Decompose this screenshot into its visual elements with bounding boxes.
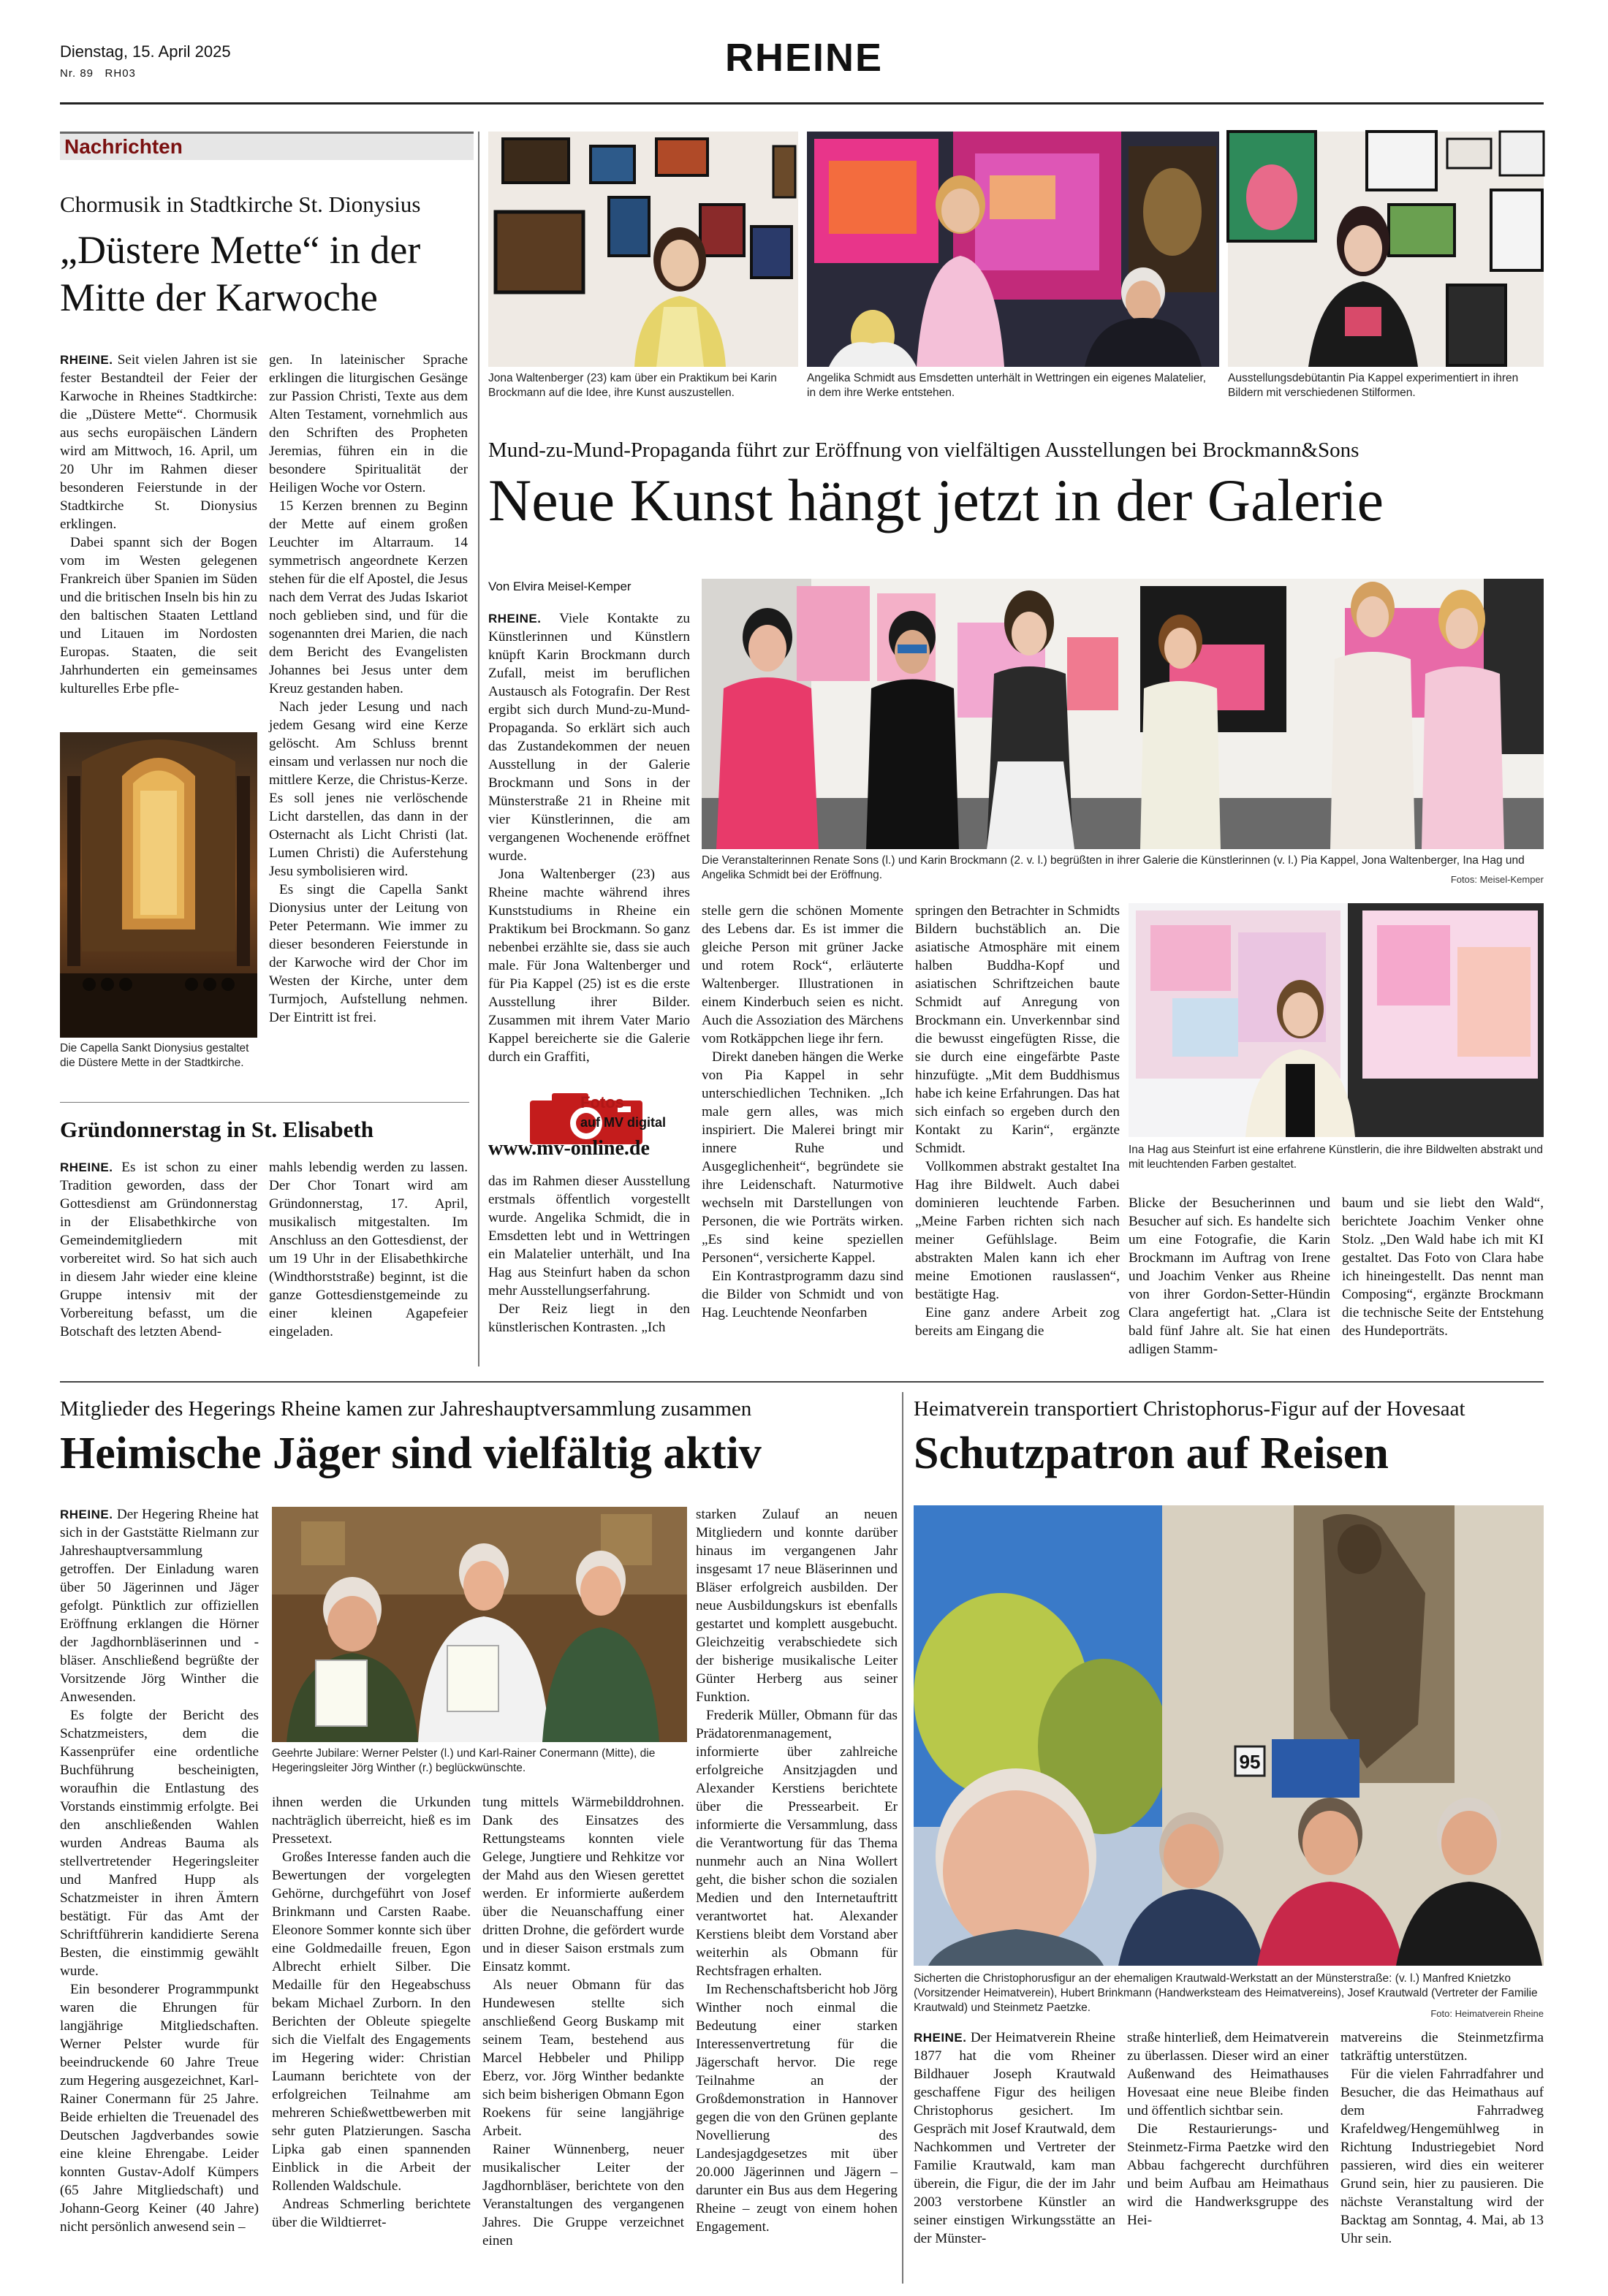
- gallery-para: [488, 609, 690, 865]
- church-choir-photo: [60, 732, 257, 1038]
- jaeger-column-3: [482, 1793, 684, 2280]
- article2-para: [60, 1158, 257, 1341]
- dateline: RHEINE.: [488, 612, 542, 626]
- column-divider: [478, 132, 479, 1366]
- house-number-sign: 95: [1239, 1751, 1261, 1773]
- gallery-para: Eine ganz andere Arbeit zog bereits am Eingang die: [915, 1305, 1120, 1339]
- gallery-column-d: [1129, 1194, 1330, 1364]
- article1-para: Nach jeder Lesung und nach jedem Gesang wird eine Kerze gelöscht. Am Schluss brennt einsam und verlassen nur noch die mittlere Kerze, die Christus-Kerze. Es soll jenes nie verlöschende Licht darstellen, das dann in der Osternacht als Licht Christi (lat. Lumen Christi) die Auferstehung Jesu symbolisieren wird.: [269, 699, 468, 879]
- article1-para: gen. In lateinischer Sprache erklingen die liturgischen Gesänge zur Passion Christi, Texte aus dem Alten Testament, vornehmlich aus den Schriften des Propheten Jeremias, führen ein in die besondere Spiritualität der Heiligen Woche vor Ostern.: [269, 352, 468, 495]
- jaeger-column-4: [696, 1505, 898, 2280]
- edition-code: RH03: [105, 67, 136, 80]
- section-label-text: Nachrichten: [64, 135, 183, 158]
- gallery-text: Viele Kontakte zu Künstlerinnen und Künstlern knüpft Karin Brockmann durch Zufall, meist im beruflichen Austausch als Fotografin. Der Rest ergibt sich durch Mund-zu-Mund-Propaganda. So erklärt sich auch das Zustandekommen der neuen Ausstellung in der Galerie Brockmann und Sons in der Münsterstraße 21 in Rheine mit vier Künstlerinnen, die am vergangenen Wochenende eröffnet wurde.: [488, 611, 691, 864]
- jaeger-headline: Heimische Jäger sind vielfältig aktiv: [60, 1429, 762, 1478]
- article2-headline: Gründonnerstag in St. Elisabeth: [60, 1117, 373, 1142]
- article1-para: Dabei spannt sich der Bogen vom im Westen gelegenen Frankreich über Spanien im Süden und die britischen Inseln bis hin zu den baltischen Staaten Lettland und Litauen im Nordosten Europas. Staaten, die seit Jahrhunderten ein gemeinsames kulturelles Erbe pfle-: [60, 535, 257, 696]
- dateline: RHEINE.: [914, 2031, 967, 2045]
- schutz-photo: [914, 1505, 1544, 1966]
- masthead-date: Dienstag, 15. April 2025: [60, 42, 231, 61]
- gallery-column-e: [1342, 1194, 1544, 1364]
- schutz-column-3: [1340, 2029, 1544, 2280]
- gallery-main-caption: Die Veranstalterinnen Renate Sons (l.) und Karin Brockmann (2. v. l.) begrüßten in ihrer Galerie die Künstlerinnen (v. l.) Pia Kappel, Jona Waltenberger, Ina Hag und Angelika Schmidt bei der Eröffnung.: [702, 854, 1525, 881]
- schutz-photo-credit: Foto: Heimatverein Rheine: [1430, 2008, 1544, 2019]
- gallery-headline: Neue Kunst hängt jetzt in der Galerie: [488, 467, 1384, 533]
- dateline: RHEINE.: [60, 1508, 113, 1521]
- jaeger-para: starken Zulauf an neuen Mitgliedern und konnte darüber hinaus im vergangenen Jahr insgesamt 17 neue Bläserinnen und Bläser erfolgreich ausbilden. Der neue Ausbildungskurs ist ebenfalls gestartet und komplett ausgebucht. Gleichzeitig verabschiedete sich der bisherige musikalische Leiter Günter Herberg aus seiner Funktion.: [696, 1507, 898, 1705]
- promo-url-link[interactable]: www.mv-online.de: [488, 1137, 650, 1160]
- schutz-headline: Schutzpatron auf Reisen: [914, 1429, 1389, 1478]
- gallery-para: Vollkommen abstrakt gestaltet Ina Hag ihre Bildwelt. Auch dabei dominieren leuchtende Farben. „Meine Farben richten sich nach meiner Gefühlslage. Beim abstrakten Malen kann ich eher meine Emotionen rauslassen“, bestätigte Hag.: [915, 1159, 1120, 1302]
- gallery-caption-3: Ausstellungsdebütantin Pia Kappel experimentiert in ihren Bildern mit verschiedenen Stilformen.: [1228, 372, 1519, 399]
- masthead-title: RHEINE: [724, 36, 884, 80]
- article1-kicker: Chormusik in Stadtkirche St. Dionysius: [60, 191, 421, 217]
- promo-subtitle: auf MV digital: [580, 1115, 666, 1130]
- gallery-photo-credit: Fotos: Meisel-Kemper: [1450, 874, 1544, 885]
- gallery-hag-caption: Ina Hag aus Steinfurt ist eine erfahrene Künstlerin, die ihre Bildwelten abstrakt und mit leuchtenden Farben gestaltet.: [1129, 1144, 1543, 1171]
- gallery-caption-2: Angelika Schmidt aus Emsdetten unterhält in Wettringen ein eigenes Malatelier, in dem ihre Werke entstehen.: [807, 372, 1206, 399]
- gallery-para: Jona Waltenberger (23) aus Rheine machte während ihres Kunststudiums in Rheine ein Praktikum bei Brockmann. So ganz nebenbei erzählte sie, dass sie auch male. Für Jona Waltenberger und für Pia Kappel (25) ist es die erste Ausstellung ihrer Bilder. Zusammen mit ihrem Vater Mario Kappel bereicherte sie die Galerie durch ein Graffiti,: [488, 867, 690, 1065]
- gallery-para: Ein Kontrastprogramm dazu sind die Bilder von Schmidt und von Hag. Leuchtende Neonfarben: [702, 1269, 903, 1320]
- jaeger-para: Rainer Wünnenberg, neuer musikalischer Leiter der Jagdhornbläser, berichtete von den Veranstaltungen des vergangenen Jahres. Die Gruppe verzeichnet einen: [482, 2142, 684, 2249]
- masthead-rule: [60, 102, 1544, 104]
- jaeger-para: Ein besonderer Programmpunkt waren die Ehrungen für langjährige Mitgliedschaften. Werner Pelster wurde für beeindruckende 60 Jahre Treue zum Hegering ausgezeichnet, Karl-Rainer Conermann für 25 Jahre. Beide erhielten die Treuenadel des Deutschen Jagdverbandes sowie eine kleine Ehrengabe. Leider konnten Gustav-Adolf Kümpers (65 Jahre Mitgliedschaft) und Johann-Georg Keiner (40 Jahre) nicht persönlich anwesend sein –: [60, 1982, 259, 2235]
- gallery-column-b: [702, 902, 903, 1362]
- gallery-para: Blicke der Besucherinnen und Besucher auf sich. Es handelte sich um eine Fotografie, die Karin Brockmann im Auftrag von Irene und Joachim Venker aus Rheine von ihrer Gordon-Setter-Hündin Clara angefertigt hat. „Clara ist bald fünf Jahre alt. Sie hat einen adligen Stamm-: [1129, 1195, 1330, 1357]
- jaeger-para: [60, 1505, 259, 1706]
- jaeger-kicker: Mitglieder des Hegerings Rheine kamen zur Jahreshauptversammlung zusammen: [60, 1397, 752, 1421]
- article1-column-2: [269, 351, 468, 1092]
- schutz-para: Die Restaurierungs- und Steinmetz-Firma Paetzke wird den Abbau fachgerecht durchführen und beim Aufbau am Heimathaus wird die Handwerksgruppe des Hei-: [1127, 2121, 1329, 2228]
- article2-para: mahls lebendig werden zu lassen. Der Chor Tonart wird am Gründonnerstag, 17. April, musikalisch mitgestalten. Im Anschluss an den Gottesdienst, der um 19 Uhr in der Elisabethkirche (Windthorststraße) beginnt, ist die ganze Gottesdienstgemeinde zu einer kleinen Agapefeier eingeladen.: [269, 1160, 468, 1339]
- gallery-para: Der Reiz liegt in den künstlerischen Kontrasten. „Ich: [488, 1301, 690, 1335]
- jaeger-para: Als neuer Obmann für das Hundewesen stellte sich anschließend Georg Buskamp mit seinem Team, bestehend aus Marcel Hebbeler und Philipp Eberz, vor. Jörg Winther bedankte sich beim bisherigen Obmann Egon Roekens für seine langjährige Arbeit.: [482, 1977, 684, 2139]
- gallery-kicker: Mund-zu-Mund-Propaganda führt zur Eröffnung von vielfältigen Ausstellungen bei Brockmann&Sons: [488, 438, 1359, 462]
- christophorus-group-image: [914, 1505, 1544, 1966]
- neon-artwork-image: [807, 132, 1219, 367]
- church-photo-caption: Die Capella Sankt Dionysius gestaltet die Düstere Mette in der Stadtkirche.: [60, 1042, 249, 1069]
- jubilare-group-image: [272, 1507, 687, 1742]
- portrait-artwork-image: [1228, 132, 1544, 367]
- gallery-byline: Von Elvira Meisel-Kemper: [488, 579, 632, 593]
- schutz-para: Für die vielen Fahrradfahrer und Besucher, die das Heimathaus auf dem Fahrradweg Krafeldweg/Hengemühlweg in Richtung Industriegebiet Nord passieren, wird dies ein weiterer Grund sein, hier zu pausieren. Die nächste Veranstaltung wird der Backtag am Sonntag, 4. Mai, ab 13 Uhr sein.: [1340, 2067, 1544, 2246]
- gallery-photo-hag: [1129, 903, 1544, 1137]
- article2-column-1: [60, 1158, 257, 1356]
- gallery-column-c: [915, 902, 1120, 1362]
- article2-column-2: [269, 1158, 468, 1356]
- gallery-para: Direkt daneben hängen die Werke von Pia Kappel in sehr unterschiedlichen Techniken. „Ich male gern alles, was mich inspiriert. Die Malerei bringt mir innere Ruhe und Ausgeglichenheit“, begründete sie ihre Leidenschaft. Naturmotive wechseln mit Darstellungen von Personen, die wie Porträts wirken. „Es sind keine speziellen Personen“, versicherte Kappel.: [702, 1049, 903, 1266]
- jaeger-para: Großes Interesse fanden auch die Bewertungen der vorgelegten Gehörne, durchgeführt von Josef Brinkmann und Carsten Raabe. Eleonore Sommer konnte sich über eine Goldmedaille freuen, Egon Albrecht erhielt Silber. Die Medaille für den Hegeabschuss bekam Michael Zurborn. In den Berichten der Obleute spiegelte sich die Vielfalt des Engagements im Hegering wider: Christian Laumann berichtete von der erfolgreichen Teilnahme am mehreren Schießwettbewerben mit sehr guten Platzierungen. Sascha Lipka gab einen spannenden Einblick in die Arbeit der Rollenden Waldschule.: [272, 1850, 471, 2194]
- gallery-caption-1: Jona Waltenberger (23) kam über ein Praktikum bei Karin Brockmann auf die Idee, ihre Kunst auszustellen.: [488, 372, 777, 399]
- article1-para: [60, 351, 257, 533]
- schutz-text: Der Heimatverein Rheine 1877 hat die vom Rheiner Bildhauer Joseph Krautwald geschaffene Figur des heiligen Christophorus gesichert. Im Gespräch mit Josef Krautwald, dem Nachkommen und Vertreter der Familie Krautwald, kam man überein, die Figur, die der im Jahr 2003 verstorbene Künstler an seiner einstigen Wirkungsstätte an der Münster-: [914, 2030, 1116, 2246]
- jaeger-column-2: [272, 1793, 471, 2280]
- jaeger-photo-caption: Geehrte Jubilare: Werner Pelster (l.) und Karl-Rainer Conermann (Mitte), die Hegeringsleiter Jörg Winther (r.) beglückwünschte.: [272, 1747, 656, 1774]
- divider: [60, 1102, 469, 1103]
- schutz-kicker: Heimatverein transportiert Christophorus-Figur auf der Hovesaat: [914, 1397, 1465, 1421]
- issue-number: Nr. 89: [60, 67, 94, 80]
- gallery-column-a: [488, 1172, 690, 1364]
- section-divider: [60, 1381, 1544, 1383]
- schutz-para: matvereins die Steinmetzfirma tatkräftig unterstützen.: [1340, 2030, 1544, 2064]
- jaeger-para: Frederik Müller, Obmann für das Prädatorenmanagement, informierte über zahlreiche erfolgreiche Ansitzjagden und Alexander Kerstiens berichtete über die Pressearbeit. Er informierte die Versammlung, dass die Verantwortung für das Thema nunmehr auch an Nina Wollert geht, die bisher schon die sozialen Medien und den Internetauftritt verantwortet hat. Alexander Kerstiens bleibt dem Vorstand aber weiterhin als Obmann für Rechtsfragen erhalten.: [696, 1708, 898, 1979]
- gallery-photo-kappel: [1228, 132, 1544, 367]
- gallery-para: springen den Betrachter in Schmidts Bildern buchstäblich an. Die asiatische Atmosphäre mit einem halben Buddha-Kopf und asiatischen Schriftzeichen baute Schmidt auf Anregung von Brockmann ein. Unverkennbar sind die bewusst eingefügten Risse, die sie durch eine eingefärbte Paste hinzufügte. „Mit dem Buddhismus habe ich keine Erfahrungen. Das hat sich einfach so ergeben durch den Kontakt zu Karin“, ergänzte Schmidt.: [915, 903, 1120, 1156]
- opening-group-image: [702, 579, 1544, 849]
- section-label: [60, 132, 474, 160]
- gallery-intro-column: [488, 609, 690, 1077]
- article1-text: Seit vielen Jahren ist sie fester Bestandteil der Feier der Karwoche in Rheines Stadtkirche: die „Düstere Mette“. Chormusik aus sechs europäischen Ländern wird am Mittwoch, 16. April, um 20 Uhr im Rahmen dieser besonderen Feierstunde in der Stadtkirche St. Dionysius erklingen.: [60, 352, 257, 532]
- schutz-column-1: [914, 2029, 1115, 2280]
- jaeger-para: Im Rechenschaftsbericht hob Jörg Winther noch einmal die Bedeutung einer starken Interessenvertretung für die Jägerschaft hervor. Die rege Teilnahme an der Großdemonstration in Hannover gegen die von den Grünen geplante Novellierung des Landesjagdgesetzes mit über 20.000 Jägerinnen und Jägern – darunter ein Bus aus dem Hegering Rheine – zeugt von einem hohen Engagement.: [696, 1982, 898, 2235]
- promo-title: Fotos: [580, 1093, 624, 1111]
- gallery-para: baum und sie liebt den Wald“, berichtete Joachim Venker ohne Stolz. „Den Wald habe ich mit KI gestaltet. Das Foto von Clara habe ich hineingestellt. Das nennt man Composing“, ergänzte Brockmann die technische Seite der Entstehung des Hundeporträts.: [1342, 1195, 1544, 1339]
- column-divider: [902, 1392, 903, 2284]
- article2-text: Es ist schon zu einer Tradition geworden, dass der Gottesdienst am Gründonnerstag in der Elisabethkirche von Gemeindemitgliedern mit vorbereitet wird. So hat sich auch in diesem Jahr wieder eine kleine Gruppe intensiv mit der Vorbereitung befasst, um die Botschaft des letzten Abend-: [60, 1160, 257, 1339]
- schutz-column-2: [1127, 2029, 1329, 2280]
- jaeger-column-1: [60, 1505, 259, 2280]
- jaeger-photo: [272, 1507, 687, 1742]
- gallery-para: das im Rahmen dieser Ausstellung erstmals öffentlich vorgestellt wurde. Angelika Schmidt, die in Emsdetten lebt und in Wettringen ein Malatelier unterhält, und Ina Hag aus Steinfurt haben da schon mehr Ausstellungserfahrung.: [488, 1174, 690, 1299]
- article1-column-1: [60, 351, 257, 716]
- article1-para: Es singt die Capella Sankt Dionysius unter der Leitung von Peter Petermann. Wie immer zu dieser besonderen Feierstunde in der Karwoche wird der Chor im Westen der Kirche, unter dem Turmjoch, Aufstellung nehmen. Der Eintritt ist frei.: [269, 882, 468, 1025]
- gallery-photo-schmidt: [807, 132, 1219, 367]
- article1-headline: „Düstere Mette“ in der Mitte der Karwoche: [60, 228, 421, 319]
- jaeger-para: Andreas Schmerling berichtete über die Wildtierret-: [272, 2197, 471, 2230]
- church-interior-image: [60, 732, 257, 1038]
- dateline: RHEINE.: [60, 1160, 113, 1174]
- gallery-photo-waltenberger: [488, 132, 798, 367]
- article1-para: 15 Kerzen brennen zu Beginn der Mette auf einem großen Leuchter im Altarraum. 14 symmetrisch angeordnete Kerzen stehen für die elf Apostel, die Jesus nach dem Verrat des Judas Iskariot noch geblieben sind, und für die sogenannten drei Marien, die nach dem Bericht des Evangelisten Johannes bei Jesus unter dem Kreuz gestanden haben.: [269, 498, 468, 696]
- schutz-para: [914, 2029, 1115, 2248]
- jaeger-para: ihnen werden die Urkunden nachträglich überreicht, hieß es im Pressetext.: [272, 1795, 471, 1847]
- gallery-main-photo: [702, 579, 1544, 849]
- abstract-artwork-image: [1129, 903, 1544, 1137]
- schutz-para: straße hinterließ, dem Heimatverein zu überlassen. Dieser wird an einer Außenwand des Heimathauses Hovesaat eine neue Bleibe finden und öffentlich sichtbar sein.: [1127, 2030, 1329, 2118]
- artwork-wall-image: [488, 132, 798, 367]
- schutz-photo-caption: Sicherten die Christophorusfigur an der ehemaligen Krautwald-Werkstatt an der Münsterstraße: (v. l.) Manfred Knietzko (Vorsitzender Heimatverein), Hubert Brinkmann (Handwerksteam des Heimatvereins), Josef Krautwald (Vertreter der Familie Krautwald) und Steinmetz Paetzke.: [914, 1972, 1538, 2014]
- jaeger-text: Der Hegering Rheine hat sich in der Gaststätte Rielmann zur Jahreshauptversammlung getroffen. Der Einladung waren über 50 Jägerinnen und Jäger gefolgt. Pünktlich zur offiziellen Eröffnung erklangen die Hörner der Jagdhornbläserinnen und -bläser. Anschließend begrüßte der Vorsitzende Jörg Winther die Anwesenden.: [60, 1507, 259, 1705]
- gallery-para: stelle gern die schönen Momente des Lebens dar. Es ist immer die gleiche Person mit grüner Jacke und rotem Rock“, erläuterte Waltenberger. Illustrationen in einem Kinderbuch seien es nicht. Auch die Assoziation des Märchens vom Rotkäppchen liege ihr fern.: [702, 903, 903, 1046]
- jaeger-para: tung mittels Wärmebilddrohnen. Dank des Einsatzes des Rettungsteams konnten viele Gelege, Jungtiere und Rehkitze vor der Mahd aus den Wiesen gerettet werden. Er informierte außerdem über die Neuanschaffung einer dritten Drohne, die gefördert wurde und in dieser Saison erstmals zum Einsatz kommt.: [482, 1795, 684, 1974]
- dateline: RHEINE.: [60, 353, 113, 367]
- jaeger-para: Es folgte der Bericht des Schatzmeisters, dem die Kassenprüfer eine ordentliche Buchführung bescheinigten, woraufhin die Entlastung des Vorstands einstimmig erfolgte. Bei den anschließenden Wahlen wurden Andreas Bauma als stellvertretender Hegeringsleiter und Manfred Hupp als Schatzmeister in ihren Ämtern bestätigt. Für das Amt der Schriftführerin kandidierte Serena Besten, die einstimmig gewählt wurde.: [60, 1708, 259, 1979]
